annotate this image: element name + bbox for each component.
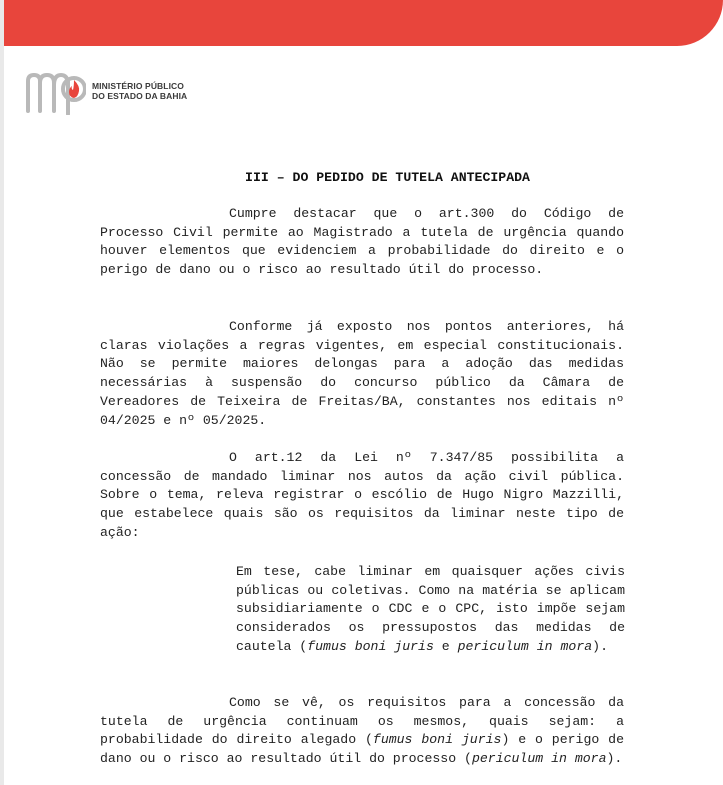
quote-text: Em tese, cabe liminar em quaisquer ações civis públicas ou coletivas. Como na matéria se aplicam subsidiariamente o CDC e o CPC, isto impõe sejam considerados os pressupostos das medidas de cautela ( <box>236 564 625 654</box>
org-logo <box>26 67 187 115</box>
section-heading: III – DO PEDIDO DE TUTELA ANTECIPADA <box>245 170 530 185</box>
org-name-line1: MINISTÉRIO PÚBLICO <box>92 81 184 91</box>
block-quote <box>236 563 625 657</box>
quote-italic-periculum: periculum in mora <box>457 638 593 654</box>
paragraph-4-mid: ) e o perigo de dano ou o risco ao resultado útil do processo ( <box>100 732 624 767</box>
paragraph-4-italic-periculum: periculum in mora <box>471 751 607 767</box>
quote-italic-fumus: fumus boni juris <box>307 638 434 654</box>
mp-logo-icon <box>26 67 86 115</box>
org-name-line2: DO ESTADO DA BAHIA <box>92 91 188 101</box>
org-name <box>92 81 187 101</box>
header-band <box>4 0 723 46</box>
quote-end: ). <box>592 638 608 654</box>
paragraph-3 <box>100 449 624 543</box>
quote-mid: e <box>433 638 458 654</box>
paragraph-2 <box>100 318 624 430</box>
paragraph-4-text: Como se vê, os requisitos para a concessão da tutela de urgência continuam os mesmos, quais sejam: a probabilidade do direito alegado ( <box>100 695 624 748</box>
paragraph-1 <box>100 205 624 280</box>
paragraph-4-end: ). <box>606 751 623 767</box>
paragraph-4 <box>100 694 624 769</box>
paragraph-1-text: Cumpre destacar que o art.300 do Código de Processo Civil permite ao Magistrado a tutela de urgência quando houver elementos que evidenciem a probabilidade do direito e o perigo de dano ou o risco ao resultado útil do processo. <box>100 206 624 278</box>
paragraph-4-italic-fumus: fumus boni juris <box>372 732 502 748</box>
document-page <box>4 0 723 785</box>
paragraph-3-text: O art.12 da Lei nº 7.347/85 possibilita a concessão de mandado liminar nos autos da ação civil pública. Sobre o tema, releva registrar o escólio de Hugo Nigro Mazzilli, que estabelece quais são os requisitos da liminar neste tipo de ação: <box>100 450 624 540</box>
paragraph-2-text: Conforme já exposto nos pontos anteriores, há claras violações a regras vigentes, em especial constitucionais. Não se permite maiores delongas para a adoção das medidas necessárias à suspensão do concurso público da Câmara de Vereadores de Teixeira de Freitas/BA, constantes nos editais nº 04/2025 e nº 05/2025. <box>100 319 624 428</box>
